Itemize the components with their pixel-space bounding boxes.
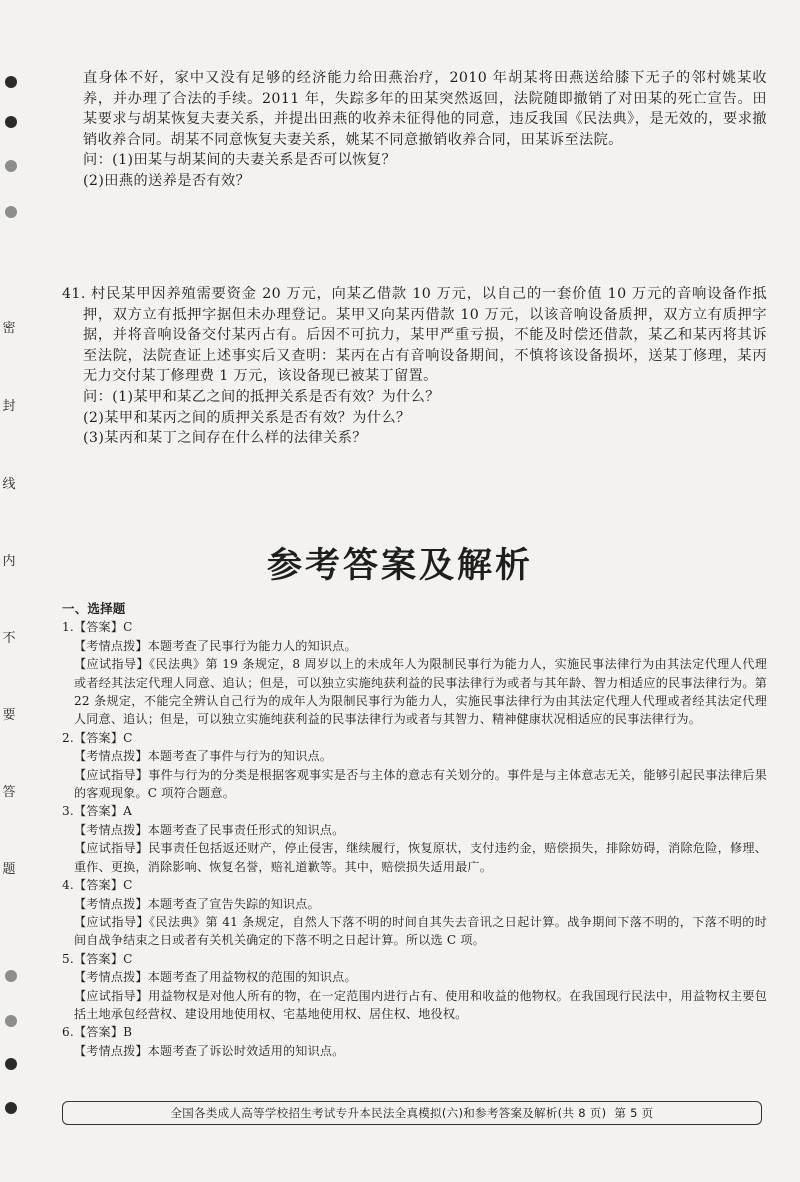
answer-line: 【考情点拨】本题考查了事件与行为的知识点。	[74, 749, 333, 764]
seal-char: 密	[2, 321, 16, 336]
answer-line: 1.【答案】C	[62, 620, 133, 635]
answer-line: 【考情点拨】本题考查了用益物权的范围的知识点。	[74, 970, 357, 985]
answer-line: 【考情点拨】本题考查了民事行为能力人的知识点。	[74, 638, 357, 653]
answer-line: 2.【答案】C	[62, 730, 133, 745]
seal-char: 要	[2, 708, 16, 723]
footer-text: 全国各类成人高等学校招生考试专升本民法全真模拟(六)和参考答案及解析(共 8 页)	[170, 1106, 607, 1120]
binding-hole	[5, 1015, 17, 1027]
seal-char: 封	[2, 399, 16, 414]
page-number: 第 5 页	[614, 1106, 654, 1120]
answer-line: 【应试指导】《民法典》第 19 条规定，8 周岁以上的未成年人为限制民事行为能力人，实施民事法律行为由其法定代理人代理或者经其法定代理人同意、追认；但是，可以独立实施纯获利益的民事法律行为或者与其年龄、智力相适应的民事法律行为。第 22 条规定，不能完全辨认自己行为的成年人为限制民事行为能力人，实施民事法律行为由其法定代理人代理或者经其法定代理人同意、追认；但是，可以独立实施纯获利益的民事法律行为或者与其智力、精神健康状况相适应的民事法律行为。	[74, 657, 767, 727]
question-ask: (2)某甲和某丙之间的质押关系是否有效？为什么？	[83, 409, 411, 426]
question-ask: 问：(1)某甲和某乙之间的抵押关系是否有效？为什么？	[83, 388, 440, 405]
seal-char: 线	[2, 477, 16, 492]
page-footer	[62, 1101, 762, 1125]
binding-hole	[5, 76, 17, 88]
binding-hole	[5, 1058, 17, 1070]
binding-hole	[5, 1102, 17, 1114]
binding-hole	[5, 206, 17, 218]
question-text: 41. 村民某甲因养殖需要资金 20 万元，向某乙借款 10 万元，以自己的一套价值 10 万元的音响设备作抵押，双方立有抵押字据但未办理登记。某甲又向某丙借款 10 万元，以该音响设备质押，双方立有质押字据，并将音响设备交付某丙占有。后因不可抗力，某甲严重亏损，不能及时偿还借款，某乙和某丙将其诉至法院，法院查证上述事实后又查明：某丙在占有音响设备期间，不慎将该设备损坏，送某丁修理，某丙无力交付某丁修理费 1 万元，该设备现已被某丁留置。	[62, 286, 767, 385]
answer-line: 3.【答案】A	[62, 804, 133, 819]
answer-line: 5.【答案】C	[62, 951, 133, 966]
question-41	[62, 284, 767, 449]
answer-line: 【应试指导】用益物权是对他人所有的物，在一定范围内进行占有、使用和收益的他物权。在我国现行民法中，用益物权主要包括土地承包经营权、建设用地使用权、宅基地使用权、居住权、地役权。	[74, 988, 767, 1021]
answer-line: 【考情点拨】本题考查了诉讼时效适用的知识点。	[74, 1043, 345, 1058]
seal-char: 内	[2, 554, 16, 569]
answers-section	[62, 600, 767, 1060]
binding-hole	[5, 160, 17, 172]
answer-title: 参考答案及解析	[266, 546, 533, 586]
answer-line: 【应试指导】民事责任包括返还财产，停止侵害，继续履行，恢复原状，支付违约金，赔偿损失，排除妨碍，消除危险，修理、重作、更换，消除影响、恢复名誉，赔礼道歉等。其中，赔偿损失适用最广。	[74, 841, 767, 874]
answer-line: 【应试指导】《民法典》第 41 条规定，自然人下落不明的时间自其失去音讯之日起计算。战争期间下落不明的，下落不明的时间自战争结束之日或者有关机关确定的下落不明之日起计算。所以选 C 项。	[74, 914, 767, 948]
binding-hole	[5, 970, 17, 982]
answer-line: 4.【答案】C	[62, 878, 133, 893]
question-ask: 问：(1)田某与胡某间的夫妻关系是否可以恢复？	[83, 152, 397, 169]
seal-char: 题	[2, 862, 16, 877]
binding-hole	[5, 116, 17, 128]
question-ask: (2)田燕的送养是否有效？	[83, 172, 251, 189]
seal-char: 不	[2, 631, 16, 646]
seal-char: 答	[2, 785, 16, 800]
answer-line: 【考情点拨】本题考查了民事责任形式的知识点。	[74, 822, 345, 837]
answer-line: 【应试指导】事件与行为的分类是根据客观事实是否与主体的意志有关划分的。事件是与主体意志无关，能够引起民事法律后果的客观现象。C 项符合题意。	[74, 767, 767, 801]
question-text: 直身体不好，家中又没有足够的经济能力给田燕治疗，2010 年胡某将田燕送给膝下无子的邻村姚某收养，并办理了合法的手续。2011 年，失踪多年的田某突然返回，法院随即撤销了对田某的死亡宣告。田某要求与胡某恢复夫妻关系，并提出田燕的收养未征得他的同意，违反我国《民法典》，是无效的，要求撤销收养合同。胡某不同意恢复夫妻关系，姚某不同意撤销收养合同，田某诉至法院。	[83, 70, 767, 148]
answer-line: 【考情点拨】本题考查了宣告失踪的知识点。	[74, 896, 320, 911]
question-ask: (3)某丙和某丁之间存在什么样的法律关系？	[83, 430, 367, 447]
section-heading: 一、选择题	[62, 601, 126, 616]
answer-line: 6.【答案】B	[62, 1025, 133, 1040]
question-40-continued	[62, 68, 767, 192]
